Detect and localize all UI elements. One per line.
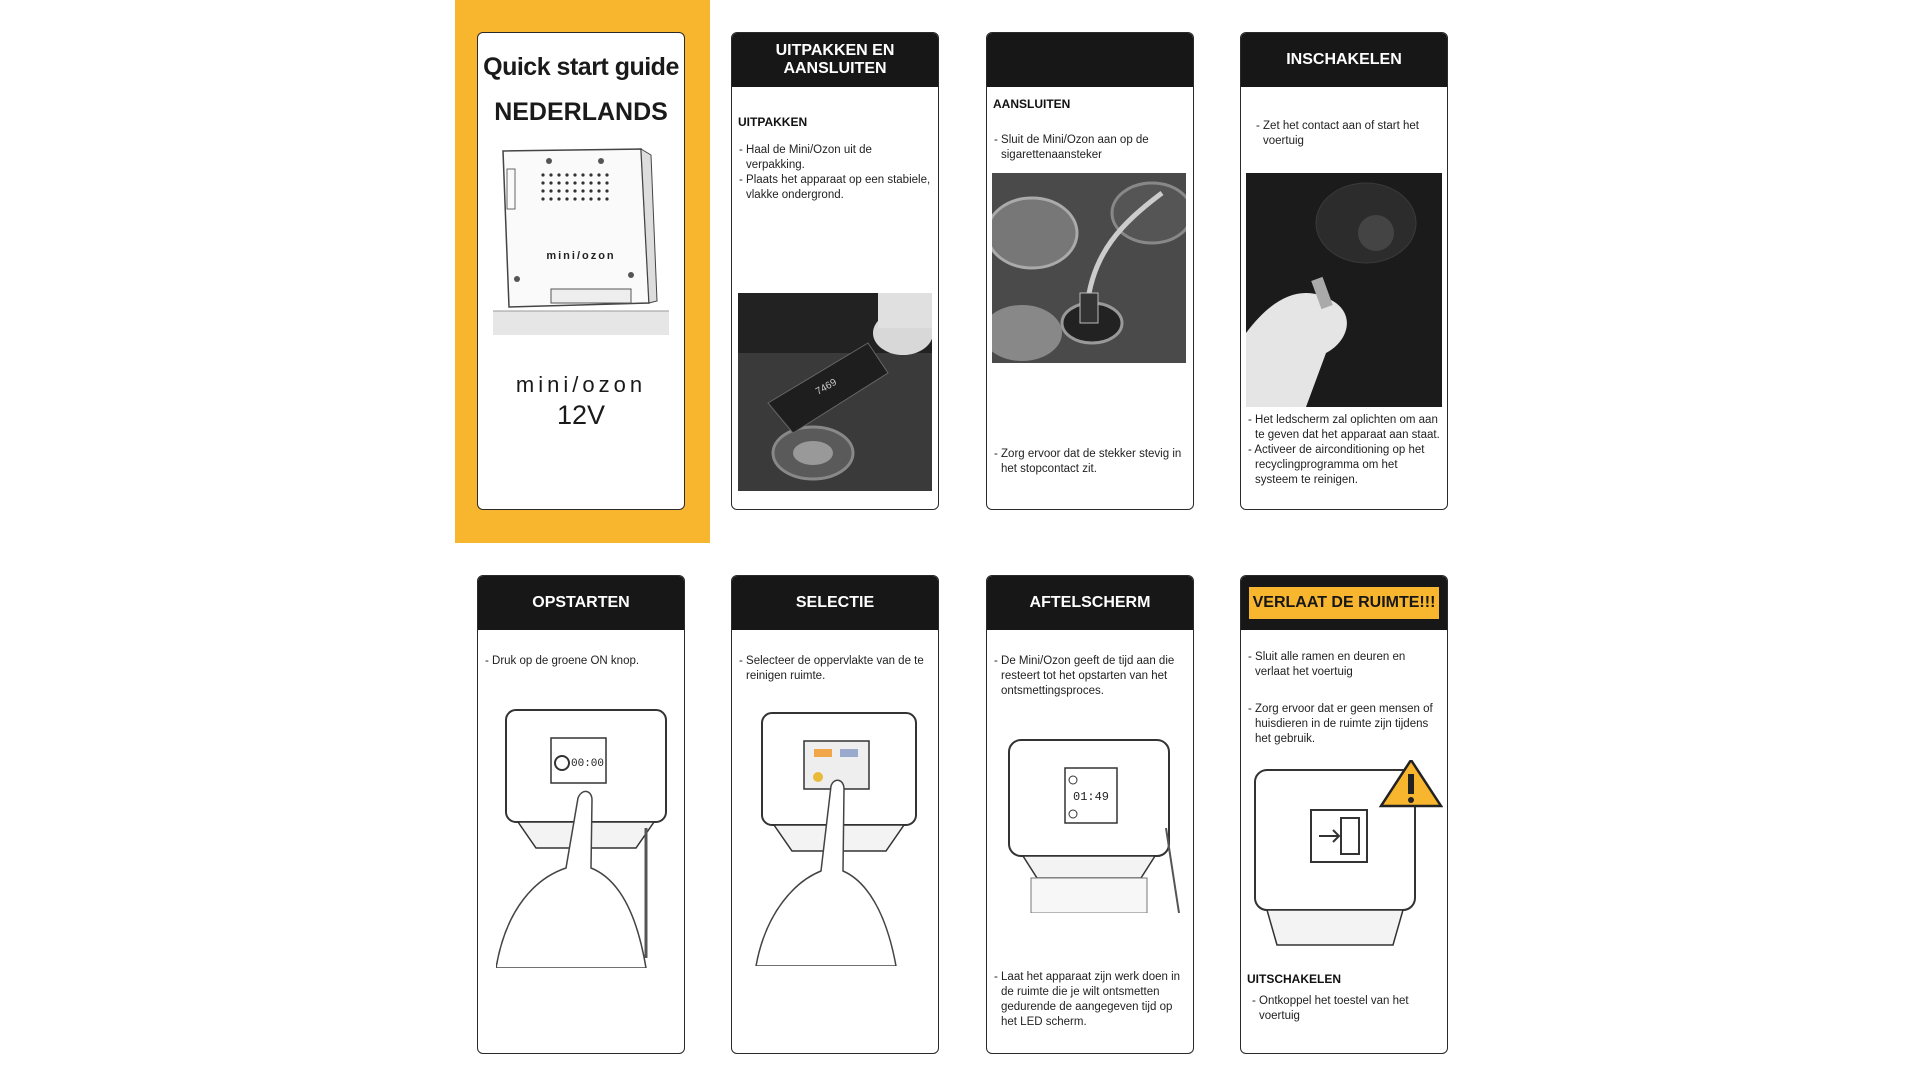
selection-sketch xyxy=(746,711,926,966)
instruction-line: - Haal de Mini/Ozon uit de verpakking. xyxy=(739,144,872,171)
instruction-line: - Ontkoppel het toestel van het voertuig xyxy=(1252,995,1409,1022)
cover-voltage: 12V xyxy=(556,400,606,430)
panel-header: OPSTARTEN xyxy=(478,576,684,630)
instruction-line: - De Mini/Ozon geeft de tijd aan die resteert tot het opstarten van het ontsmettingsproces. xyxy=(994,655,1175,697)
panel-subheading: UITPAKKEN xyxy=(738,115,808,129)
cover-panel xyxy=(477,32,685,510)
panel-header: UITPAKKEN EN AANSLUITEN xyxy=(732,33,938,87)
cover-language: NEDERLANDS xyxy=(494,98,668,126)
panel-inschakelen xyxy=(1240,32,1448,510)
instruction-line: - Activeer de airconditioning op het recyclingprogramma om het systeem te reinigen. xyxy=(1248,444,1425,486)
instruction-line: - Sluit alle ramen en deuren en verlaat het voertuig xyxy=(1248,651,1406,678)
device-illustration xyxy=(491,141,671,346)
plug-number: 7469 xyxy=(814,376,839,398)
panel-aansluiten xyxy=(986,32,1194,510)
cigarette-lighter-photo xyxy=(992,173,1186,363)
plug-photo xyxy=(738,293,932,491)
panel-header: SELECTIE xyxy=(732,576,938,630)
instruction-line: - Laat het apparaat zijn werk doen in de ruimte die je wilt ontsmetten gedurende de aangegeven tijd op het LED scherm. xyxy=(994,971,1181,1028)
exit-door-icon xyxy=(1311,810,1367,862)
panel-header xyxy=(987,33,1193,87)
instruction-line: - Sluit de Mini/Ozon aan op de sigarettenaansteker xyxy=(994,134,1149,161)
warning-header-label: VERLAAT DE RUIMTE!!! xyxy=(1249,587,1439,619)
panel-header xyxy=(1241,576,1447,630)
panel-opstarten xyxy=(477,575,685,1054)
panel-verlaat-ruimte xyxy=(1240,575,1448,1054)
panel-selectie xyxy=(731,575,939,1054)
countdown-time: 01:49 xyxy=(1073,790,1110,804)
panel-subheading: UITSCHAKELEN xyxy=(1247,972,1342,986)
exit-sketch xyxy=(1247,760,1443,960)
start-button-sketch xyxy=(496,708,676,968)
device-label: mini/ozon xyxy=(546,250,616,262)
countdown-sketch xyxy=(1001,728,1183,913)
panel-uitpakken xyxy=(731,32,939,510)
instruction-line: - Plaats het apparaat op een stabiele, vlakke ondergrond. xyxy=(739,174,931,201)
instruction-line: - Zet het contact aan of start het voertuig xyxy=(1256,120,1420,147)
panel-subheading: AANSLUITEN xyxy=(993,97,1071,111)
screen-time: 00:00 xyxy=(571,758,605,770)
panel-header: INSCHAKELEN xyxy=(1241,33,1447,87)
panel-aftelscherm xyxy=(986,575,1194,1054)
instruction-line: - Druk op de groene ON knop. xyxy=(485,655,640,667)
instruction-line: - Zorg ervoor dat de stekker stevig in het stopcontact zit. xyxy=(994,448,1182,475)
cover-title: Quick start guide xyxy=(483,53,679,81)
cover-brand: mini/ozon xyxy=(515,372,647,397)
ignition-photo xyxy=(1246,173,1442,407)
instruction-line: - Zorg ervoor dat er geen mensen of huisdieren in de ruimte zijn tijdens het gebruik. xyxy=(1248,703,1433,745)
instruction-line: - Selecteer de oppervlakte van de te reinigen ruimte. xyxy=(739,655,924,682)
instruction-line: - Het ledscherm zal oplichten om aan te geven dat het apparaat aan staat. xyxy=(1248,414,1440,441)
panel-header: AFTELSCHERM xyxy=(987,576,1193,630)
